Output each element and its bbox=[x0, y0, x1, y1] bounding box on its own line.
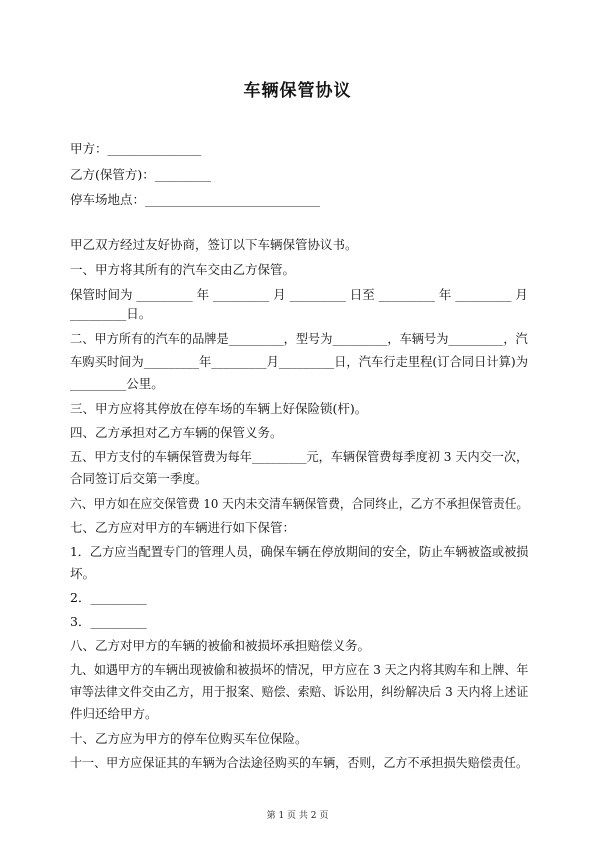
parking-location-line: 停车场地点：____________________________ bbox=[70, 192, 321, 207]
time-blank-4: _________ bbox=[378, 287, 435, 302]
clause-5-line-1: 五、甲方支付的车辆保管费为每年_________元，车辆保管费每季度初 3 天内交一次， bbox=[70, 449, 529, 464]
time-year-2: 年 bbox=[438, 287, 452, 302]
clause-7-item-1-line-2: 坏。 bbox=[70, 566, 96, 581]
time-blank-5: _________ bbox=[455, 287, 512, 302]
time-day-to: 日至 bbox=[349, 287, 375, 302]
page-number-footer: 第 1 页 共 2 页 bbox=[266, 811, 329, 821]
clause-2-line-3: _________公里。 bbox=[70, 376, 164, 391]
clause-1-time-row bbox=[70, 287, 528, 303]
clause-4: 四、乙方承担对乙方车辆的保管义务。 bbox=[70, 425, 283, 440]
time-label: 保管时间为 bbox=[70, 287, 133, 302]
clause-5-line-2: 合同签订后交第一季度。 bbox=[70, 471, 208, 486]
clause-3: 三、甲方应将其停放在停车场的车辆上好保险锁(杆)。 bbox=[70, 401, 368, 416]
clause-7-item-3: 3．_________ bbox=[70, 614, 147, 629]
clause-9-line-1: 九、如遇甲方的车辆出现被偷和被损坏的情况，甲方应在 3 天之内将其购车和上牌、年 bbox=[70, 662, 529, 677]
clause-8: 八、乙方对甲方的车辆的被偷和被损坏承担赔偿义务。 bbox=[70, 638, 371, 653]
intro-paragraph: 甲乙双方经过友好协商，签订以下车辆保管协议书。 bbox=[70, 237, 358, 252]
clause-9-line-2: 审等法律文件交由乙方，用于报案、赔偿、索赔、诉讼用，纠纷解决后 3 天内将上述证 bbox=[70, 684, 529, 699]
party-a-line: 甲方：_______________ bbox=[70, 141, 202, 156]
clause-10: 十、乙方应为甲方的停车位购买车位保险。 bbox=[70, 731, 308, 746]
time-blank-3: _________ bbox=[289, 287, 346, 302]
time-blank-2: _________ bbox=[213, 287, 270, 302]
time-blank-1: _________ bbox=[136, 287, 193, 302]
time-year-1: 年 bbox=[196, 287, 210, 302]
clause-7: 七、乙方应对甲方的车辆进行如下保管： bbox=[70, 520, 296, 535]
clause-6: 六、甲方如在应交保管费 10 天内未交清车辆保管费，合同终止，乙方不承担保管责任。 bbox=[70, 496, 529, 511]
time-month-2: 月 bbox=[515, 287, 528, 302]
clause-2-line-1: 二、甲方所有的汽车的品牌是_________，型号为_________，车辆号为_________，汽 bbox=[70, 331, 528, 346]
clause-9-line-3: 件归还给甲方。 bbox=[70, 706, 158, 721]
time-month-1: 月 bbox=[273, 287, 286, 302]
clause-1-time-end: _________日。 bbox=[70, 306, 152, 321]
clause-2-line-2: 车购买时间为_________年_________月_________日，汽车行走里程(订合同日计算)为 bbox=[70, 354, 529, 369]
clause-1: 一、甲方将其所有的汽车交由乙方保管。 bbox=[70, 262, 296, 277]
document-title: 车辆保管协议 bbox=[243, 81, 352, 101]
party-b-line: 乙方(保管方)：_________ bbox=[70, 167, 212, 182]
clause-7-item-2: 2．_________ bbox=[70, 590, 147, 605]
clause-7-item-1-line-1: 1．乙方应当配置专门的管理人员，确保车辆在停放期间的安全，防止车辆被盗或被损 bbox=[70, 544, 529, 559]
clause-11: 十一、甲方应保证其的车辆为合法途径购买的车辆，否则，乙方不承担损失赔偿责任。 bbox=[70, 755, 529, 770]
